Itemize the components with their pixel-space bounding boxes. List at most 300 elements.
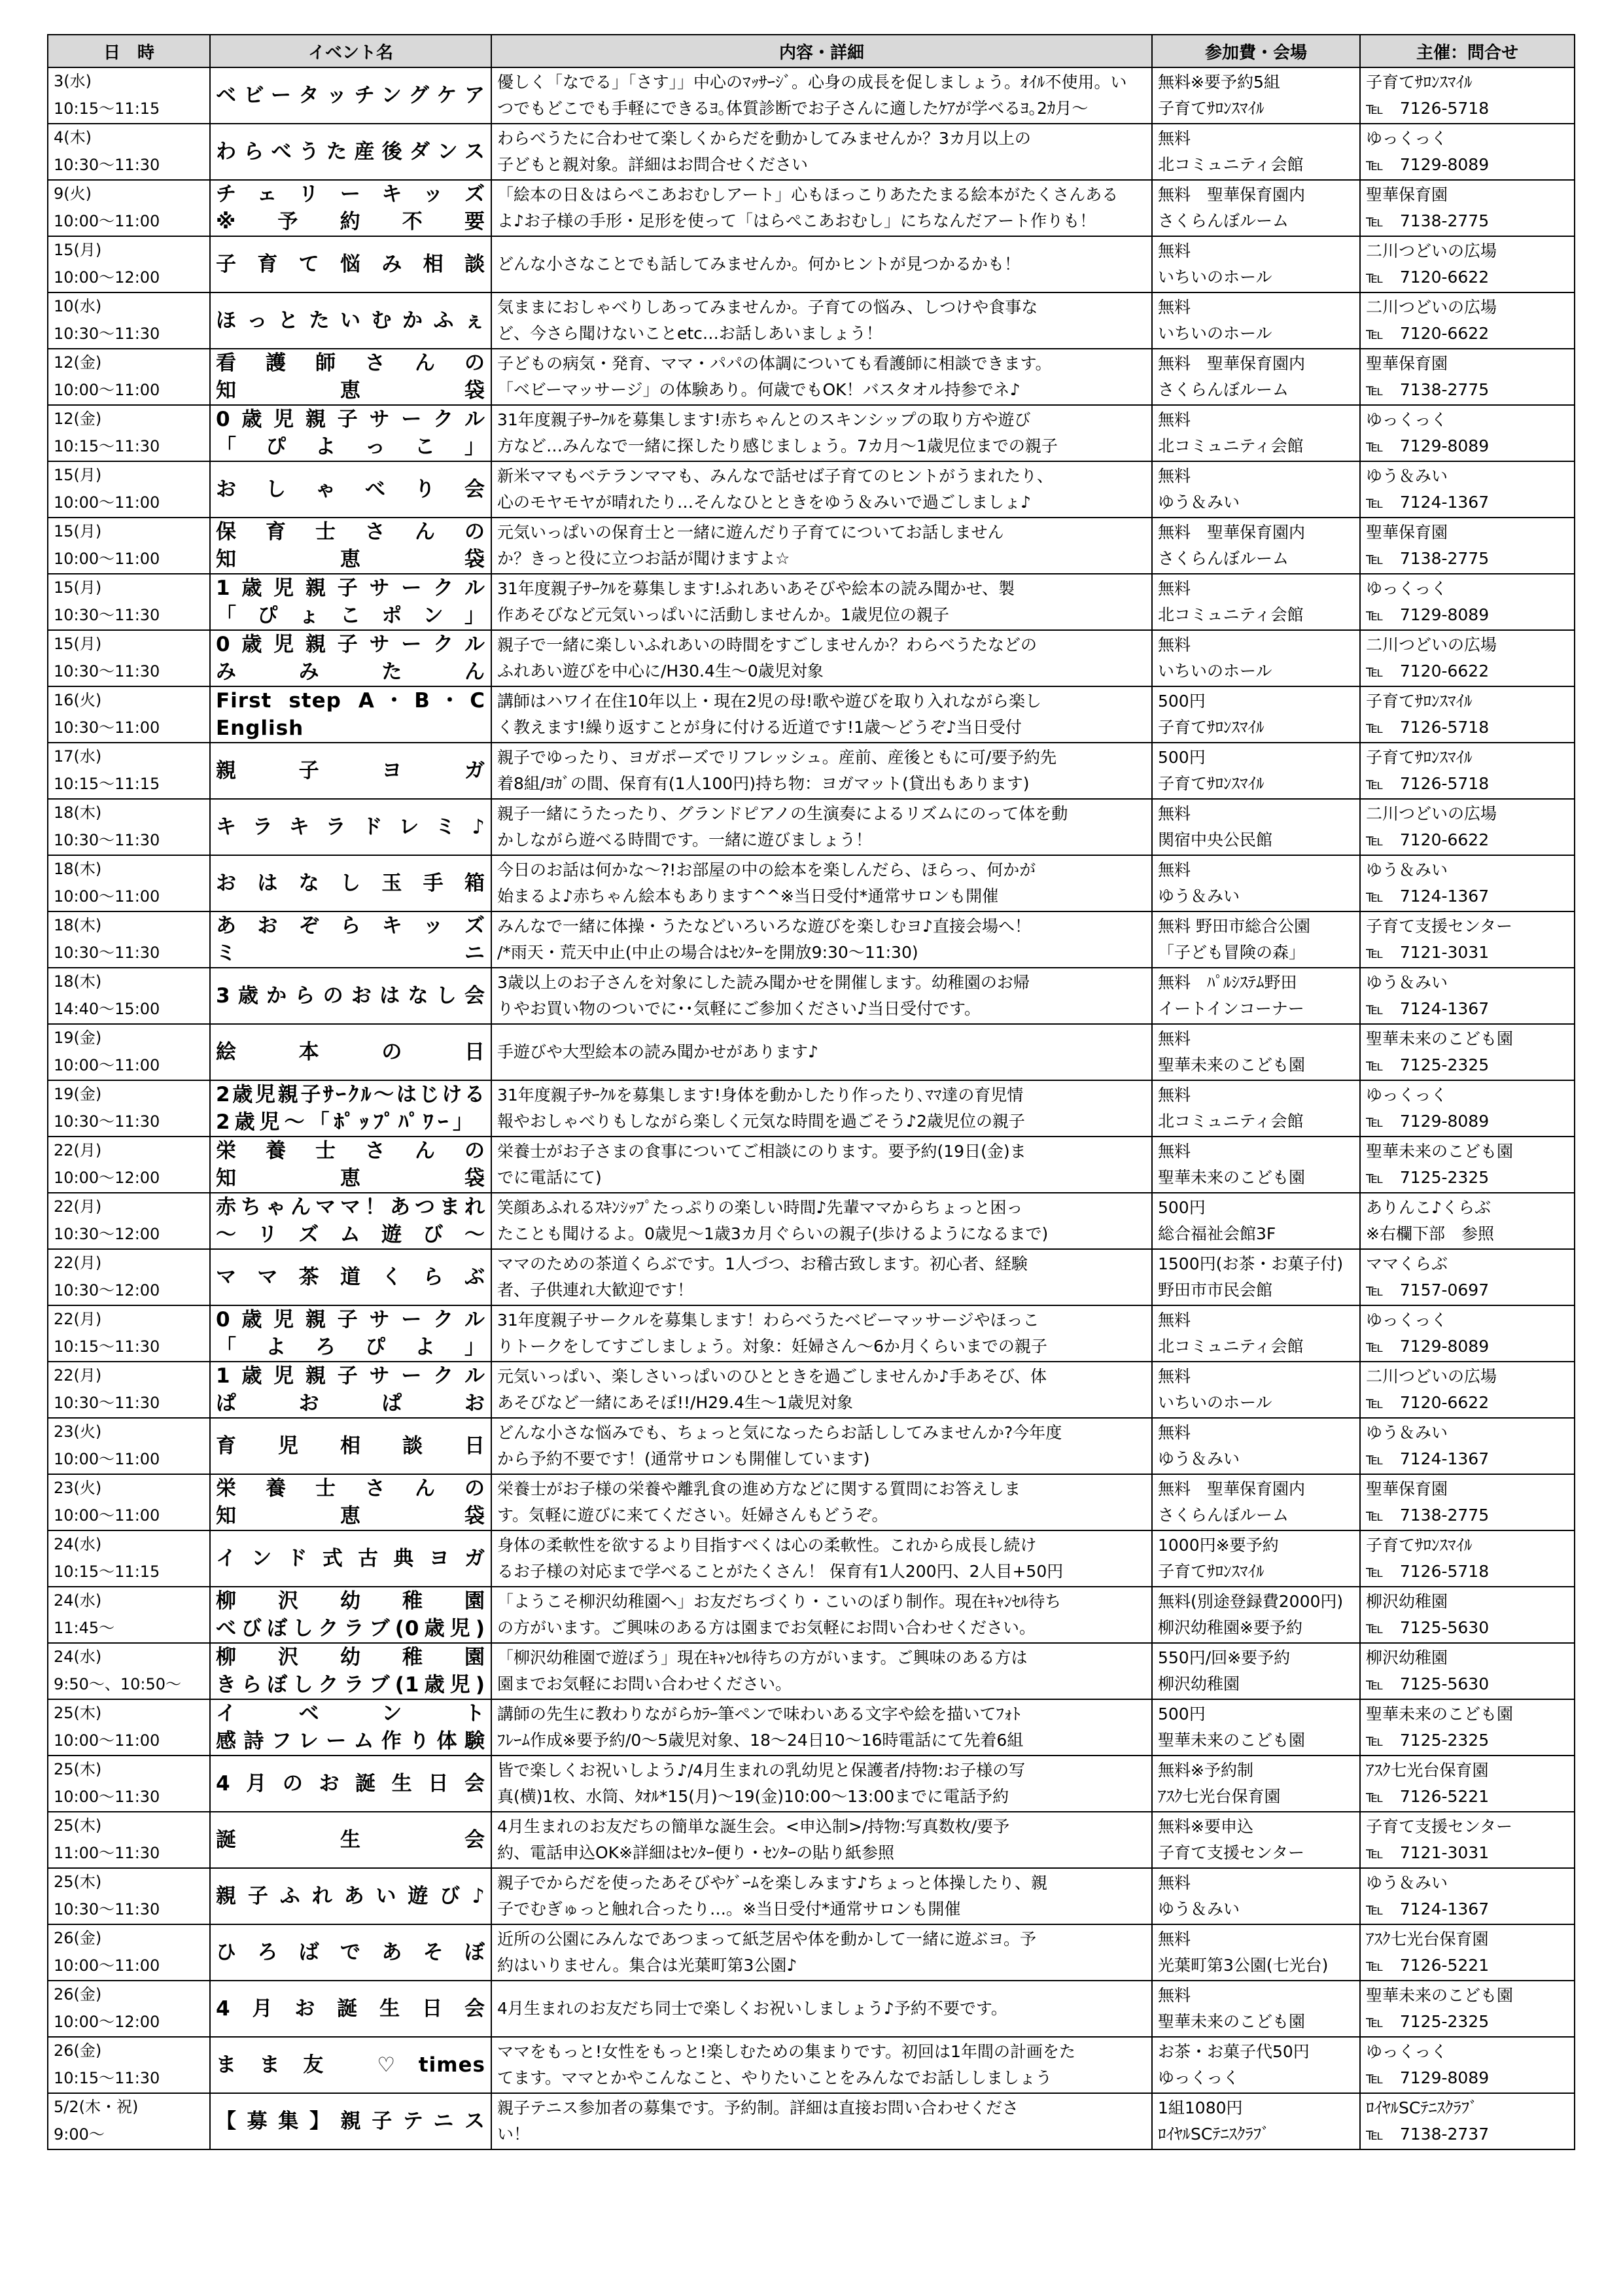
organizer-cell	[1360, 292, 1575, 349]
event-name-cell	[210, 1474, 491, 1530]
event-detail-line: どんな小さな悩みでも、ちょっと気になったらお話ししてみませんか?今年度	[497, 1423, 1062, 1442]
fee-venue-line: 無料	[1158, 1986, 1191, 2005]
event-date: 18(木)	[54, 860, 102, 878]
table-row	[48, 1587, 1575, 1643]
event-detail-line: 真(横)1枚、水筒、ﾀｵﾙ*15(月)～19(金)10:00～13:00までに電話予約	[497, 1787, 1009, 1806]
event-name-cell	[210, 1024, 491, 1080]
event-name-cell	[210, 349, 491, 405]
event-detail-line: 元気いっぱい、楽しさいっぱいのひとときを過ごしませんか♪手あそび、体	[497, 1367, 1047, 1386]
event-detail-line: 子でむぎゅっと触れ合ったり…。※当日受付*通常サロンも開催	[497, 1899, 961, 1918]
organizer-cell	[1360, 1193, 1575, 1249]
fee-venue-line: さくらんぼルーム	[1158, 549, 1289, 568]
event-detail-line: 始まるよ♪赤ちゃん絵本もあります^^※当日受付*通常サロンも開催	[497, 887, 999, 906]
event-detail-cell	[491, 1193, 1152, 1249]
organizer-line: 柳沢幼稚園	[1366, 1648, 1448, 1667]
event-detail-line: 元気いっぱいの保育士と一緒に遊んだり子育てについてお話しません	[497, 523, 1004, 542]
event-time: 10:30～11:30	[54, 1394, 160, 1412]
fee-venue-cell	[1152, 1193, 1360, 1249]
organizer-cell	[1360, 1812, 1575, 1868]
fee-venue-line: 無料	[1158, 298, 1191, 317]
event-name-line: 親子ヨガ	[216, 759, 485, 783]
fee-venue-line: お茶・お菓子代50円	[1158, 2042, 1310, 2061]
event-detail-cell	[491, 743, 1152, 799]
event-detail-line: 「ベビーマッサージ」の体験あり。何歳でもOK！バスタオル持参でネ♪	[497, 380, 1021, 399]
event-date: 18(木)	[54, 972, 102, 991]
organizer-line: ℡ 7126-5221	[1366, 1956, 1490, 1975]
datetime-cell	[48, 1924, 210, 1981]
fee-venue-line: 無料 聖華保育園内	[1158, 1479, 1306, 1498]
event-name-line: ぱおぱお	[216, 1392, 485, 1415]
event-name-cell	[210, 1756, 491, 1812]
event-date: 23(火)	[54, 1479, 102, 1497]
datetime-cell	[48, 1024, 210, 1080]
event-detail-line: 作あそびなど元気いっぱいに活動しませんか。1歳児位の親子	[497, 605, 949, 624]
event-detail-line: 「ようこそ柳沢幼稚園へ」お友だちづくり・こいのぼり制作。現在ｷｬﾝｾﾙ待ち	[497, 1592, 1062, 1611]
event-name-line: おしゃべり会	[216, 478, 485, 501]
fee-venue-cell	[1152, 574, 1360, 630]
fee-venue-cell	[1152, 1699, 1360, 1756]
event-name-cell	[210, 2037, 491, 2093]
fee-venue-line: 550円/回※要予約	[1158, 1648, 1291, 1667]
organizer-cell	[1360, 1643, 1575, 1699]
event-detail-cell	[491, 180, 1152, 236]
event-detail-line: 「柳沢幼稚園で遊ぼう」現在ｷｬﾝｾﾙ待ちの方がいます。ご興味のある方は	[497, 1648, 1028, 1667]
event-date: 22(月)	[54, 1197, 102, 1216]
event-detail-cell	[491, 236, 1152, 292]
fee-venue-line: 無料	[1158, 804, 1191, 823]
event-time: 10:15～11:15	[54, 99, 160, 118]
event-detail-line: 親子で一緒に楽しいふれあいの時間をすごしませんか？わらべうたなどの	[497, 635, 1038, 654]
event-time: 10:30～11:30	[54, 662, 160, 680]
organizer-cell	[1360, 1699, 1575, 1756]
event-time: 10:00～11:00	[54, 1450, 160, 1468]
event-detail-line: 31年度親子ｻｰｸﾙを募集します!赤ちゃんとのスキンシップの取り方や遊び	[497, 410, 1031, 429]
event-name-line: わらべうた産後ダンス	[216, 140, 485, 164]
datetime-cell	[48, 1981, 210, 2037]
fee-venue-cell	[1152, 405, 1360, 461]
datetime-cell	[48, 1418, 210, 1474]
organizer-line: 二川つどいの広場	[1366, 298, 1497, 317]
datetime-cell	[48, 1249, 210, 1305]
event-time: 10:00～11:00	[54, 887, 160, 906]
event-name-line: 赤ちゃんママ！あつまれ	[216, 1195, 485, 1219]
fee-venue-line: 1000円※要予約	[1158, 1536, 1279, 1555]
fee-venue-line: 聖華未来のこども園	[1158, 1055, 1306, 1074]
event-name-cell	[210, 743, 491, 799]
header-datetime: 日 時	[48, 35, 210, 67]
event-time: 10:00～12:00	[54, 1169, 160, 1187]
event-name-cell	[210, 630, 491, 686]
fee-venue-line: 北コミュニティ会館	[1158, 155, 1304, 174]
event-detail-cell	[491, 911, 1152, 968]
datetime-cell	[48, 1305, 210, 1362]
datetime-cell	[48, 405, 210, 461]
event-detail-cell	[491, 1643, 1152, 1699]
event-time: 10:30～12:00	[54, 1225, 160, 1243]
datetime-cell	[48, 124, 210, 180]
datetime-cell	[48, 686, 210, 743]
table-row	[48, 855, 1575, 911]
event-name-line: あおぞらキッズ	[216, 914, 485, 938]
datetime-cell	[48, 743, 210, 799]
event-detail-line: 31年度親子ｻｰｸﾙを募集します!ふれあいあそびや絵本の読み聞かせ、製	[497, 579, 1015, 598]
event-date: 16(火)	[54, 691, 102, 709]
organizer-cell	[1360, 2093, 1575, 2149]
fee-venue-cell	[1152, 349, 1360, 405]
organizer-line: ℡ 7120-6622	[1366, 324, 1490, 343]
event-time: 10:00～11:00	[54, 1506, 160, 1525]
fee-venue-cell	[1152, 1868, 1360, 1924]
fee-venue-cell	[1152, 686, 1360, 743]
event-detail-line: い！	[497, 2125, 531, 2144]
table-row	[48, 461, 1575, 518]
event-date: 22(月)	[54, 1310, 102, 1328]
fee-venue-line: ゆう＆みい	[1158, 1899, 1240, 1918]
table-row	[48, 1024, 1575, 1080]
event-time: 10:30～11:30	[54, 606, 160, 624]
event-detail-line: 4月生まれのお友だち同士で楽しくお祝いしましょう♪予約不要です。	[497, 1999, 1007, 2018]
table-row	[48, 1362, 1575, 1418]
event-detail-line: でに電話にて)	[497, 1168, 602, 1187]
fee-venue-cell	[1152, 1080, 1360, 1137]
event-detail-line: 31年度親子サークルを募集します！わらべうたベビーマッサージやほっこ	[497, 1311, 1039, 1330]
event-detail-cell	[491, 349, 1152, 405]
fee-venue-line: 関宿中央公民館	[1158, 830, 1273, 849]
event-name-line: 2歳児～「ﾎﾟｯﾌﾟﾊﾟﾜｰ」	[216, 1110, 478, 1134]
event-time: 10:30～11:30	[54, 1112, 160, 1131]
organizer-line: ℡ 7125-5630	[1366, 1674, 1490, 1693]
fee-venue-line: 無料 聖華保育園内	[1158, 185, 1306, 204]
organizer-line: 聖華未来のこども園	[1366, 1029, 1514, 1048]
event-date: 22(月)	[54, 1141, 102, 1159]
event-detail-line: わらべうたに合わせて楽しくからだを動かしてみませんか？3カ月以上の	[497, 129, 1031, 148]
fee-venue-line: 1500円(お茶・お菓子付)	[1158, 1254, 1344, 1273]
event-name-line: 4月お誕生日会	[216, 1997, 485, 2021]
datetime-cell	[48, 855, 210, 911]
event-name-line: 知恵袋	[216, 1167, 485, 1190]
datetime-cell	[48, 1193, 210, 1249]
organizer-line: ゆっくっく	[1366, 1086, 1448, 1104]
event-time: 10:00～12:00	[54, 268, 160, 287]
event-detail-line: 優しく「なでる」「さす」」中心のﾏｯｻｰｼﾞ。心身の成長を促しましょう。ｵｲﾙ不使用。い	[497, 73, 1127, 92]
event-detail-line: 約はいりません。集合は光葉町第3公園♪	[497, 1956, 797, 1975]
fee-venue-cell	[1152, 1249, 1360, 1305]
datetime-cell	[48, 461, 210, 518]
event-detail-cell	[491, 1418, 1152, 1474]
organizer-cell	[1360, 1756, 1575, 1812]
fee-venue-cell	[1152, 1137, 1360, 1193]
organizer-line: 二川つどいの広場	[1366, 241, 1497, 260]
datetime-cell	[48, 1587, 210, 1643]
fee-venue-line: 子育てｻﾛﾝｽﾏｲﾙ	[1158, 1562, 1265, 1581]
organizer-line: ゆう＆みい	[1366, 860, 1448, 879]
event-detail-line: 「絵本の日＆はらぺこあおむしアート」心もほっこりあたたまる絵本がたくさんある	[497, 185, 1119, 204]
organizer-cell	[1360, 1080, 1575, 1137]
organizer-line: ゆっくっく	[1366, 1311, 1448, 1330]
event-date: 25(木)	[54, 1816, 102, 1835]
event-detail-line: 子どもと親対象。詳細はお問合せください	[497, 155, 809, 174]
event-name-line: ミニ	[216, 942, 485, 965]
fee-venue-cell	[1152, 124, 1360, 180]
organizer-line: ℡ 7129-8089	[1366, 605, 1490, 624]
fee-venue-cell	[1152, 2037, 1360, 2093]
event-date: 4(木)	[54, 128, 92, 147]
event-name-cell	[210, 1699, 491, 1756]
event-detail-cell	[491, 2093, 1152, 2149]
fee-venue-cell	[1152, 1643, 1360, 1699]
table-row	[48, 1474, 1575, 1530]
table-row	[48, 743, 1575, 799]
event-date: 22(月)	[54, 1254, 102, 1272]
event-detail-line: 子どもの病気・発育、ママ・パパの体調についても看護師に相談できます。	[497, 354, 1052, 373]
event-date: 9(火)	[54, 185, 92, 203]
event-detail-line: 報やおしゃべりもしながら楽しく元気な時間を過ごそう♪2歳児位の親子	[497, 1112, 1025, 1131]
event-date: 17(水)	[54, 747, 102, 766]
table-row	[48, 236, 1575, 292]
fee-venue-line: 無料	[1158, 410, 1191, 429]
event-name-cell	[210, 1643, 491, 1699]
event-detail-cell	[491, 461, 1152, 518]
fee-venue-line: ゆう＆みい	[1158, 887, 1240, 906]
table-row	[48, 518, 1575, 574]
fee-venue-cell	[1152, 461, 1360, 518]
organizer-line: 聖華未来のこども園	[1366, 1986, 1514, 2005]
organizer-line: ℡ 7124-1367	[1366, 493, 1490, 512]
fee-venue-line: 子育てｻﾛﾝｽﾏｲﾙ	[1158, 718, 1265, 737]
table-row	[48, 67, 1575, 124]
organizer-line: ℡ 7125-2325	[1366, 1731, 1490, 1750]
event-detail-cell	[491, 2037, 1152, 2093]
organizer-line: ℡ 7126-5718	[1366, 774, 1490, 793]
fee-venue-line: 無料※要申込	[1158, 1817, 1253, 1836]
datetime-cell	[48, 518, 210, 574]
event-detail-cell	[491, 630, 1152, 686]
datetime-cell	[48, 67, 210, 124]
organizer-line: ゆう＆みい	[1366, 1423, 1448, 1442]
organizer-line: 聖華保育園	[1366, 1479, 1448, 1498]
organizer-line: ℡ 7125-2325	[1366, 1055, 1490, 1074]
fee-venue-cell	[1152, 630, 1360, 686]
organizer-line: ℡ 7124-1367	[1366, 1899, 1490, 1918]
event-detail-line: よ♪お子様の手形・足形を使って「はらぺこあおむし」にちなんだアート作りも！	[497, 211, 1096, 230]
event-name-line: 親子ふれあい遊び♪	[216, 1884, 485, 1908]
table-row	[48, 1756, 1575, 1812]
organizer-line: ℡ 7138-2775	[1366, 380, 1490, 399]
fee-venue-cell	[1152, 911, 1360, 968]
event-name-cell	[210, 799, 491, 855]
event-time: 10:30～11:30	[54, 831, 160, 849]
organizer-line: ℡ 7120-6622	[1366, 662, 1490, 680]
event-name-line: 1歳児親子サークル	[216, 1364, 485, 1388]
organizer-line: ℡ 7124-1367	[1366, 887, 1490, 906]
event-detail-cell	[491, 1249, 1152, 1305]
event-detail-line: 約、電話申込OK※詳細はｾﾝﾀｰ便り・ｾﾝﾀｰの貼り紙参照	[497, 1843, 895, 1862]
event-detail-cell	[491, 1137, 1152, 1193]
organizer-line: ℡ 7124-1367	[1366, 1449, 1490, 1468]
event-time: 10:15～11:30	[54, 1337, 160, 1356]
event-detail-line: つでもどこでも手軽にできるﾖ｡体質診断でお子さんに適したｹｱが学べるﾖ｡2ｶ月～	[497, 99, 1089, 118]
event-detail-line: ﾌﾚｰﾑ作成※要予約/0～5歳児対象、18～24日10～16時電話にて先着6組	[497, 1731, 1024, 1750]
event-name-line: 0歳児親子サークル	[216, 633, 485, 656]
organizer-cell	[1360, 1137, 1575, 1193]
organizer-line: 聖華未来のこども園	[1366, 1704, 1514, 1723]
datetime-cell	[48, 1868, 210, 1924]
event-detail-cell	[491, 1362, 1152, 1418]
event-detail-cell	[491, 1474, 1152, 1530]
event-name-line: 栄養士さんの	[216, 1139, 485, 1163]
organizer-cell	[1360, 630, 1575, 686]
event-name-line: 1歳児親子サークル	[216, 576, 485, 600]
fee-venue-line: ゆう＆みい	[1158, 1449, 1240, 1468]
datetime-cell	[48, 180, 210, 236]
fee-venue-line: 光葉町第3公園(七光台)	[1158, 1956, 1329, 1975]
organizer-line: ゆう＆みい	[1366, 467, 1448, 486]
event-name-line: ママ茶道くらぶ	[216, 1265, 485, 1289]
event-date: 23(火)	[54, 1422, 102, 1441]
fee-venue-cell	[1152, 799, 1360, 855]
event-name-line: 柳沢幼稚園	[216, 1589, 485, 1613]
fee-venue-line: 無料 野田市総合公園	[1158, 917, 1310, 936]
datetime-cell	[48, 349, 210, 405]
event-detail-line: 4月生まれのお友だちの簡単な誕生会。<申込制>/持物:写真数枚/要予	[497, 1817, 1010, 1836]
event-date: 25(木)	[54, 1760, 102, 1778]
event-name-cell	[210, 1868, 491, 1924]
table-row	[48, 1643, 1575, 1699]
datetime-cell	[48, 1137, 210, 1193]
event-time: 10:00～11:00	[54, 550, 160, 568]
event-name-line: 0歳児親子サークル	[216, 1308, 485, 1332]
organizer-line: ℡ 7120-6622	[1366, 830, 1490, 849]
event-name-cell	[210, 1924, 491, 1981]
event-name-cell	[210, 1193, 491, 1249]
fee-venue-line: 無料※要予約5組	[1158, 73, 1280, 92]
event-name-cell	[210, 574, 491, 630]
table-row	[48, 1699, 1575, 1756]
event-detail-cell	[491, 1699, 1152, 1756]
event-date: 5/2(木・祝)	[54, 2098, 139, 2116]
organizer-line: ℡ 7126-5718	[1366, 718, 1490, 737]
fee-venue-line: ｱｽｸ七光台保育園	[1158, 1787, 1281, 1806]
event-name-cell	[210, 968, 491, 1024]
fee-venue-cell	[1152, 1756, 1360, 1812]
datetime-cell	[48, 1362, 210, 1418]
datetime-cell	[48, 1812, 210, 1868]
event-detail-line: 講師の先生に教わりながらｶﾗｰ筆ペンで味わいある文字や絵を描いてﾌｫﾄ	[497, 1704, 1021, 1723]
event-date: 12(金)	[54, 410, 102, 428]
event-name-line: ひろばであそぼ	[216, 1941, 485, 1964]
fee-venue-line: 北コミュニティ会館	[1158, 436, 1304, 455]
organizer-line: ゆっくっく	[1366, 2042, 1448, 2061]
table-row	[48, 1812, 1575, 1868]
event-name-line: ～リズム遊び～	[216, 1223, 485, 1246]
event-detail-cell	[491, 1530, 1152, 1587]
event-name-cell	[210, 67, 491, 124]
event-date: 18(木)	[54, 916, 102, 934]
event-name-line: English	[216, 716, 304, 740]
event-time: 10:00～11:00	[54, 493, 160, 512]
event-name-cell	[210, 1362, 491, 1418]
fee-venue-cell	[1152, 1474, 1360, 1530]
organizer-cell	[1360, 405, 1575, 461]
fee-venue-line: 聖華未来のこども園	[1158, 1731, 1306, 1750]
event-time: 10:00～12:00	[54, 2013, 160, 2031]
table-row	[48, 292, 1575, 349]
fee-venue-line: 無料 聖華保育園内	[1158, 523, 1306, 542]
fee-venue-cell	[1152, 180, 1360, 236]
fee-venue-line: 無料 聖華保育園内	[1158, 354, 1306, 373]
event-date: 24(水)	[54, 1648, 102, 1666]
event-detail-line: 親子でからだを使ったあそびやｹﾞｰﾑを楽しみます♪ちょっと体操したり、親	[497, 1873, 1047, 1892]
organizer-cell	[1360, 855, 1575, 911]
header-event: イベント名	[210, 35, 491, 67]
organizer-line: ゆっくっく	[1366, 579, 1448, 598]
organizer-cell	[1360, 911, 1575, 968]
fee-venue-line: 北コミュニティ会館	[1158, 1337, 1304, 1356]
fee-venue-line: イートインコーナー	[1158, 999, 1304, 1018]
fee-venue-line: 総合福祉会館3F	[1158, 1224, 1276, 1243]
table-row	[48, 1924, 1575, 1981]
table-row	[48, 574, 1575, 630]
event-name-line: 2歳児親子ｻｰｸﾙ～はじける	[216, 1083, 485, 1106]
organizer-line: ℡ 7138-2775	[1366, 211, 1490, 230]
event-detail-line: 新米ママもベテランママも、みんなで話せば子育てのヒントがうまれたり、	[497, 467, 1054, 486]
datetime-cell	[48, 2093, 210, 2149]
organizer-line: 子育てｻﾛﾝｽﾏｲﾙ	[1366, 73, 1473, 92]
event-detail-line: か？きっと役に立つお話が聞けますよ☆	[497, 549, 790, 568]
fee-venue-cell	[1152, 1812, 1360, 1868]
event-detail-cell	[491, 574, 1152, 630]
event-name-cell	[210, 855, 491, 911]
datetime-cell	[48, 968, 210, 1024]
organizer-cell	[1360, 124, 1575, 180]
fee-venue-line: 子育て支援センター	[1158, 1843, 1305, 1862]
table-row	[48, 1193, 1575, 1249]
fee-venue-cell	[1152, 968, 1360, 1024]
organizer-line: 聖華保育園	[1366, 354, 1448, 373]
event-detail-line: 親子テニス参加者の募集です。予約制。詳細は直接お問い合わせくださ	[497, 2098, 1019, 2117]
event-detail-line: ママをもっと!女性をもっと!楽しむための集まりです。初回は1年間の計画をた	[497, 2042, 1075, 2061]
event-name-cell	[210, 1137, 491, 1193]
event-name-cell	[210, 236, 491, 292]
event-detail-line: 31年度親子ｻｰｸﾙを募集します!身体を動かしたり作ったり､ﾏﾏ達の育児情	[497, 1086, 1024, 1104]
organizer-cell	[1360, 2037, 1575, 2093]
event-name-line: 「ぴょこポン」	[216, 604, 485, 627]
event-time: 10:15～11:15	[54, 775, 160, 793]
event-name-cell	[210, 1080, 491, 1137]
organizer-line: ゆっくっく	[1366, 129, 1448, 148]
organizer-line: ℡ 7125-2325	[1366, 2012, 1490, 2031]
event-detail-line: かしながら遊べる時間です。一緒に遊びましょう！	[497, 830, 873, 849]
event-detail-cell	[491, 686, 1152, 743]
event-name-line: 「よろぴよ」	[216, 1335, 485, 1359]
datetime-cell	[48, 2037, 210, 2093]
fee-venue-line: ゆう＆みい	[1158, 493, 1240, 512]
fee-venue-cell	[1152, 1418, 1360, 1474]
event-detail-line: 皆で楽しくお祝いしよう♪/4月生まれの乳幼児と保護者/持物:お子様の写	[497, 1761, 1026, 1780]
event-detail-line: 栄養士がお子様の栄養や離乳食の進め方などに関する質問にお答えしま	[497, 1479, 1021, 1498]
event-detail-cell	[491, 1587, 1152, 1643]
fee-venue-line: 北コミュニティ会館	[1158, 605, 1304, 624]
fee-venue-line: 無料	[1158, 1873, 1191, 1892]
fee-venue-line: さくらんぼルーム	[1158, 380, 1289, 399]
organizer-line: ℡ 7124-1367	[1366, 999, 1490, 1018]
event-detail-line: たことも聞けるよ。0歳児～1歳3カ月ぐらいの親子(歩けるようになるまで)	[497, 1224, 1049, 1243]
event-detail-line: るお子様の対応まで学べることがたくさん！ 保育有1人200円、2人目+50円	[497, 1562, 1064, 1581]
organizer-line: 子育て支援センター	[1366, 917, 1513, 936]
fee-venue-line: 1組1080円	[1158, 2098, 1243, 2117]
table-row	[48, 349, 1575, 405]
event-time: 10:00～11:00	[54, 212, 160, 230]
